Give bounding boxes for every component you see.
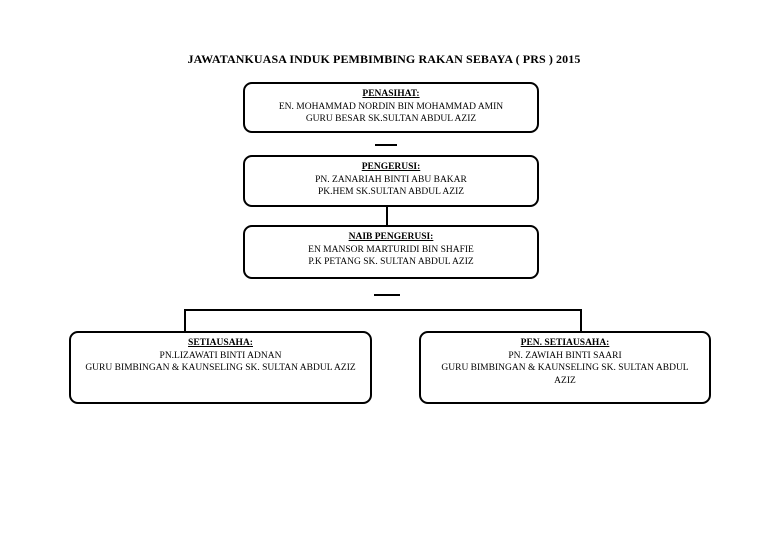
node-naib-pengerusi-position: P.K PETANG SK. SULTAN ABDUL AZIZ bbox=[308, 257, 474, 267]
node-pen-setiausaha-name: PN. ZAWIAH BINTI SAARI bbox=[508, 350, 622, 361]
node-pen-setiausaha-position: GURU BIMBINGAN & KAUNSELING SK. SULTAN ABDUL AZIZ bbox=[441, 363, 689, 386]
chart-title: JAWATANKUASA INDUK PEMBIMBING RAKAN SEBAYA ( PRS ) 2015 bbox=[187, 52, 581, 66]
node-penasihat bbox=[243, 82, 539, 133]
node-naib-pengerusi bbox=[243, 225, 539, 279]
connector-dash-2 bbox=[374, 294, 400, 296]
connector-branch-left bbox=[184, 309, 186, 332]
connector-branch-right bbox=[580, 309, 582, 332]
node-pengerusi-role: PENGERUSI: bbox=[361, 162, 421, 172]
node-naib-pengerusi-role: NAIB PENGERUSI: bbox=[348, 232, 434, 242]
node-penasihat-position: GURU BESAR SK.SULTAN ABDUL AZIZ bbox=[305, 114, 477, 124]
node-setiausaha-name: PN.LIZAWATI BINTI ADNAN bbox=[159, 350, 282, 361]
node-setiausaha bbox=[69, 331, 372, 404]
node-naib-pengerusi-name: EN MANSOR MARTURIDI BIN SHAFIE bbox=[308, 244, 474, 255]
node-pengerusi bbox=[243, 155, 539, 207]
node-pen-setiausaha-role: PEN. SETIAUSAHA: bbox=[520, 338, 610, 348]
node-pengerusi-position: PK.HEM SK.SULTAN ABDUL AZIZ bbox=[317, 187, 465, 197]
connector-pengerusi-naib bbox=[386, 207, 388, 226]
connector-dash-1 bbox=[375, 144, 397, 146]
node-penasihat-name: EN. MOHAMMAD NORDIN BIN MOHAMMAD AMIN bbox=[278, 101, 504, 112]
connector-branch-horizontal bbox=[184, 309, 582, 311]
node-setiausaha-role: SETIAUSAHA: bbox=[188, 338, 253, 348]
node-pengerusi-name: PN. ZANARIAH BINTI ABU BAKAR bbox=[315, 174, 467, 185]
node-penasihat-role: PENASIHAT: bbox=[362, 89, 420, 99]
node-setiausaha-position: GURU BIMBINGAN & KAUNSELING SK. SULTAN ABDUL AZIZ bbox=[85, 363, 356, 373]
node-pen-setiausaha bbox=[419, 331, 711, 404]
